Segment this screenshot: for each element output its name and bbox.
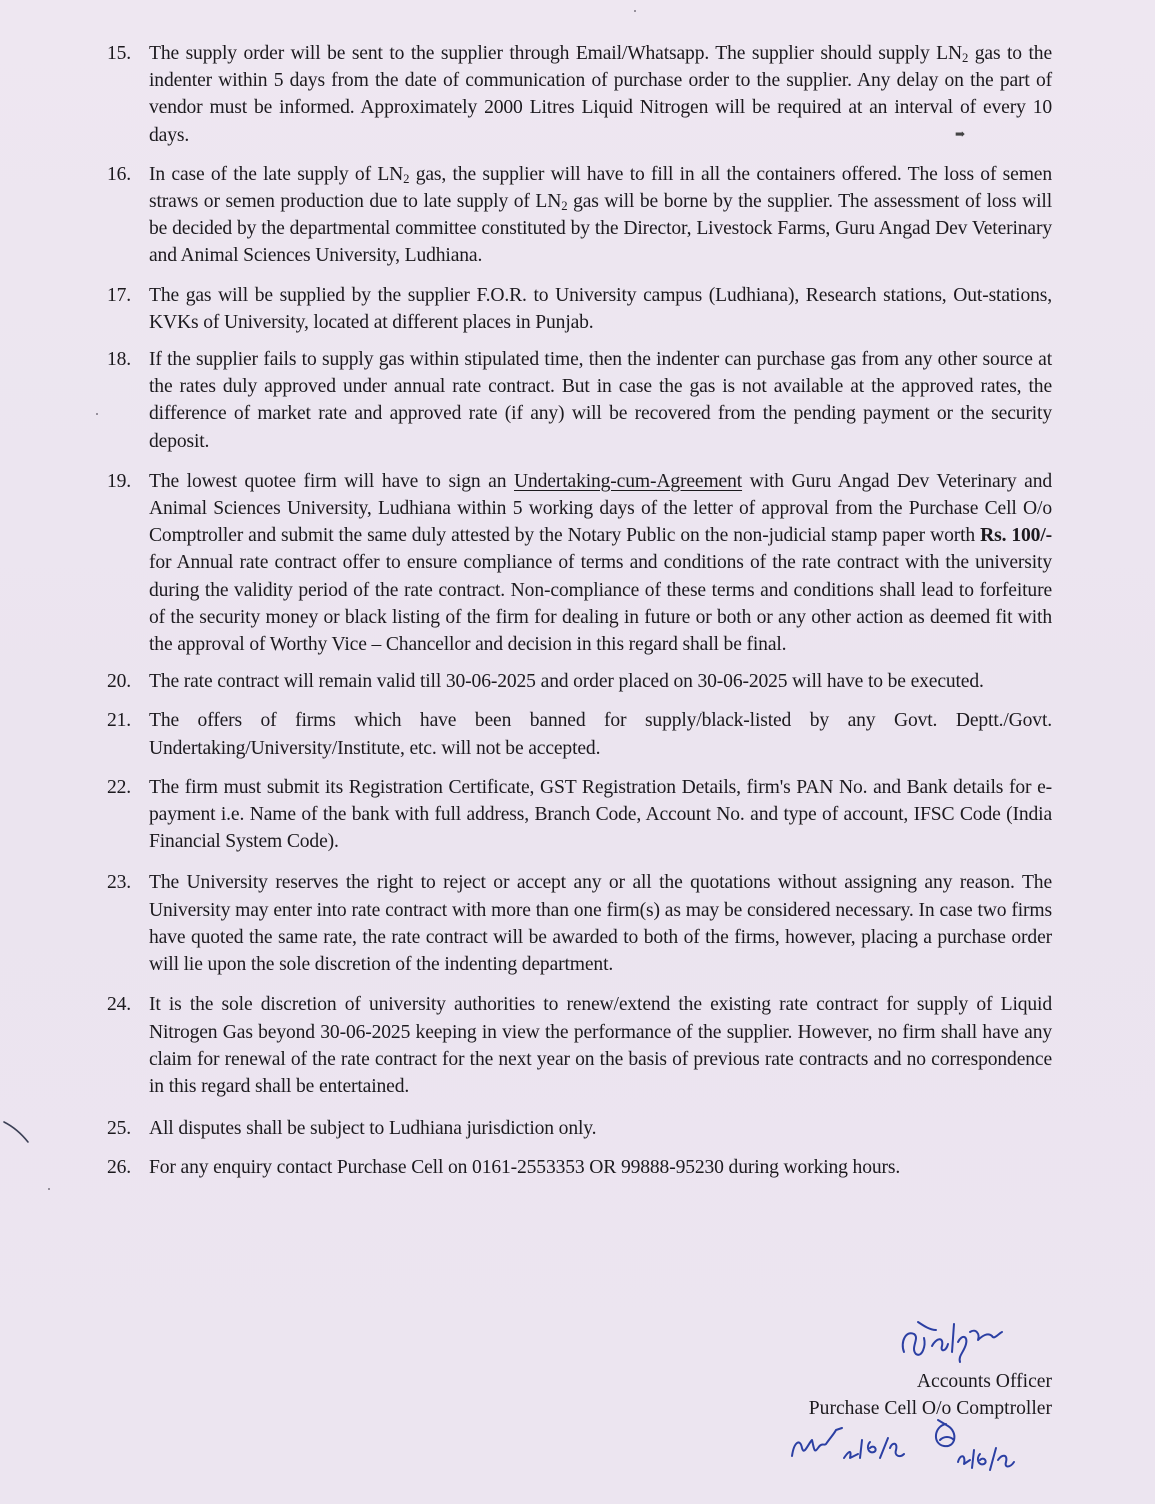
clause-text-part: gas will be borne by the supplier. The assessment of loss will be decided by the departmental committee constituted by the Director, Livestock Farms, Guru Angad Dev Veterinary and Animal Sciences University, Ludhiana. (149, 191, 1053, 267)
handwritten-signature-top (896, 1312, 1006, 1372)
clause-text: It is the sole discretion of university authorities to renew/extend the existing rate contract for supply of Liquid Nitrogen Gas beyond 30-06-2025 keeping in view the performance of the supplier. However, no firm shall have any claim for renewal of the rate contract for the next year on the basis of previous rate contracts and no correspondence in this regard shall be entertained. (149, 994, 1052, 1097)
clause-26 (107, 1154, 1052, 1181)
clause-number: 21. (107, 710, 132, 732)
handwritten-initials-with-date (788, 1418, 908, 1466)
clause-text: The offers of firms which have been banned for supply/black-listed by any Govt. Deptt./Govt. Undertaking/University/Institute, etc. will not be accepted. (149, 710, 1052, 759)
clause-19 (107, 468, 1052, 658)
clause-text-part: for Annual rate contract offer to ensure compliance of terms and conditions of the rate contract with the university during the validity period of the rate contract. Non-compliance of these terms and conditions shall lead to forfeiture of the security money or black listing of the firm for dealing in future or both or any other action as deemed fit with the approval of Worthy Vice – Chancellor and decision in this regard shall be final. (149, 552, 1052, 656)
clause-15 (107, 40, 1052, 149)
clause-number: 24. (107, 994, 132, 1016)
clause-16 (107, 161, 1052, 270)
clause-text: The firm must submit its Registration Certificate, GST Registration Details, firm's PAN No. and Bank details for e-payment i.e. Name of the bank with full address, Branch Code, Account No. and type of account, IFSC Code (India Financial System Code). (149, 776, 1052, 853)
clause-number: 17. (107, 284, 132, 306)
clause-20 (107, 668, 1052, 695)
scan-speck (96, 413, 98, 415)
clause-text (149, 40, 1052, 149)
subscript: 2 (561, 199, 568, 214)
clause-24 (107, 991, 1052, 1100)
clause-text-part: The lowest quotee firm will have to sign an (149, 470, 515, 492)
clause-text: All disputes shall be subject to Ludhiana jurisdiction only. (149, 1118, 597, 1140)
clause-text: The gas will be supplied by the supplier F.O.R. to University campus (Ludhiana), Research stations, Out-stations, KVKs of University, located at different places in Punjab. (149, 284, 1052, 333)
signatory-office: Purchase Cell O/o Comptroller (808, 1398, 1052, 1419)
clause-text: If the supplier fails to supply gas within stipulated time, then the indenter can purchase gas from any other source at the rates duly approved under annual rate contract. But in case the gas is not available at the approved rates, the difference of market rate and approved rate (if any) will be recovered from the pending payment or the security deposit. (149, 349, 1052, 452)
clause-number: 16. (107, 163, 132, 185)
clause-22 (107, 774, 1052, 856)
clause-text-part: with Guru Angad Dev Veterinary and Animal Sciences University, Ludhiana within 5 working days of the letter of approval from the Purchase Cell O/o Comptroller and submit the same duly attested by the Notary Public on the non-judicial stamp paper worth (149, 470, 1053, 547)
clause-number: 22. (107, 776, 132, 798)
clause-21 (107, 707, 1052, 761)
clause-number: 25. (107, 1118, 132, 1140)
handwritten-initials-with-date-2 (928, 1414, 1028, 1476)
clause-number: 19. (107, 470, 132, 492)
clause-text-part: gas to the indenter within 5 days from the date of communication of purchase order to the supplier. Any delay on the part of vendor must be informed. Approximately 2000 Litres Liquid Nitrogen will be required at an interval of every 10 days. (149, 43, 1052, 146)
clause-number: 26. (107, 1157, 132, 1179)
clause-text: For any enquiry contact Purchase Cell on 0161-2553353 OR 99888-95230 during working hours. (149, 1157, 901, 1179)
signatory-title: Accounts Officer (916, 1371, 1052, 1392)
clause-text-part: gas, the supplier will have to fill in all the containers offered. The loss of semen straws or semen production due to late supply of LN (149, 163, 1052, 213)
clause-text-part: In case of the late supply of LN (149, 163, 404, 185)
clause-number: 20. (107, 671, 132, 693)
clause-number: 23. (107, 872, 132, 894)
subscript: 2 (962, 51, 969, 66)
scan-speck (634, 10, 636, 12)
stray-pen-stroke (2, 1118, 32, 1153)
clause-number: 15. (107, 43, 132, 64)
stray-pen-mark: ➡ (955, 127, 966, 141)
clause-17 (107, 282, 1052, 336)
clause-text: The rate contract will remain valid till 30-06-2025 and order placed on 30-06-2025 will have to be executed. (149, 671, 984, 693)
subscript: 2 (403, 171, 410, 186)
clause-number: 18. (107, 349, 132, 371)
clause-text-part: The supply order will be sent to the supplier through Email/Whatsapp. The supplier should supply LN (149, 43, 962, 64)
underlined-term: Undertaking-cum-Agreement (514, 470, 743, 492)
clause-23 (107, 869, 1052, 978)
terms-and-conditions-list (107, 40, 1052, 1193)
clause-25 (107, 1115, 1052, 1142)
clause-text (149, 468, 1052, 658)
clause-text: The University reserves the right to reject or accept any or all the quotations without assigning any reason. The University may enter into rate contract with more than one firm(s) as may be considered necessary. In case two firms have quoted the same rate, the rate contract will be awarded to both of the firms, however, placing a purchase order will lie upon the sole discretion of the indenting department. (149, 872, 1052, 976)
stamp-paper-amount: Rs. 100/- (980, 525, 1052, 547)
clause-text (149, 161, 1052, 270)
scan-speck (48, 1188, 50, 1190)
clause-18 (107, 346, 1052, 455)
